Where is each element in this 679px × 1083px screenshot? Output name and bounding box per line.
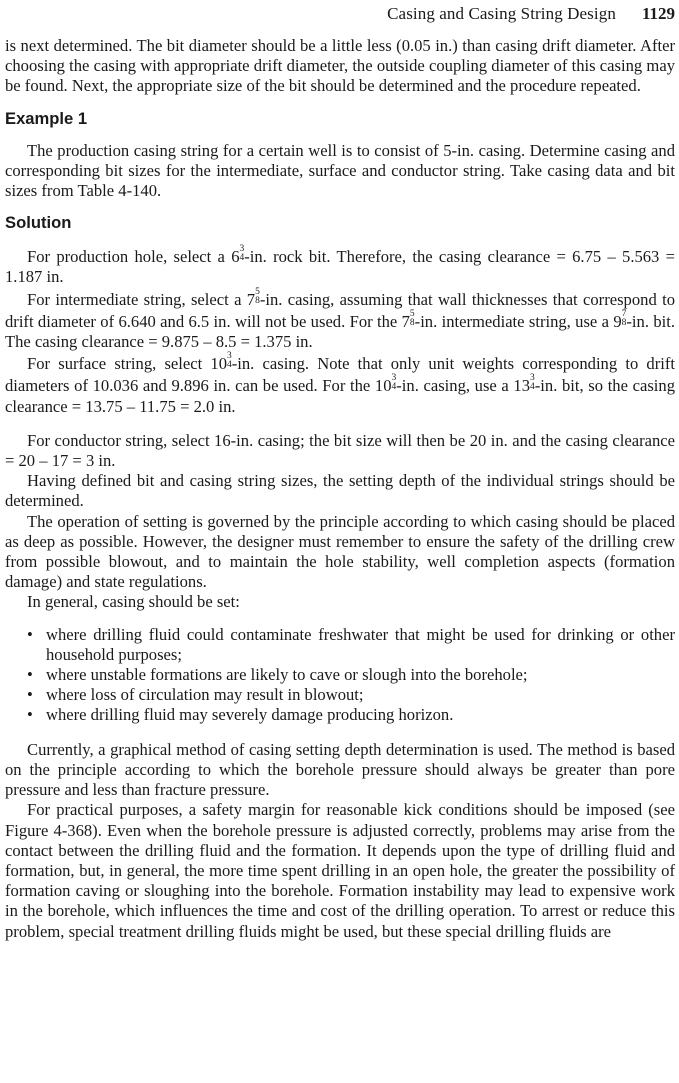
list-item-text: where drilling fluid may severely damage producing horizon. — [46, 705, 454, 725]
fraction-numerator: 3 — [391, 373, 397, 384]
text-run: -in. casing. Note that only unit weights corresponding to drift diameters of 10.036 and 9.896 in. can be used. For the 10 — [5, 354, 675, 396]
fraction-denominator: 4 — [239, 253, 245, 264]
running-header — [0, 3, 675, 25]
fraction-denominator: 8 — [621, 317, 627, 328]
fraction-numerator: 7 — [621, 308, 627, 319]
solution-surface-paragraph — [5, 352, 675, 417]
running-title: Casing and Casing String Design — [387, 4, 616, 23]
fraction-denominator: 4 — [391, 382, 397, 393]
solution-intermediate-paragraph — [5, 288, 675, 353]
text-run: -in. intermediate string, use a 9 — [414, 311, 622, 331]
example-heading: Example 1 — [5, 108, 88, 128]
text-run: For production hole, select a 6 — [27, 247, 240, 267]
fraction-denominator: 4 — [227, 360, 232, 371]
setting-principle-paragraph: The operation of setting is governed by the principle according to which casing should be placed as deep as possible. However, the designer must remember to ensure the safety of the drilling crew from possible blowout, and to maintain the hole stability, well completion aspects (formation damage) and state regulations. — [5, 511, 675, 592]
bullet: • — [27, 624, 33, 644]
list-item — [5, 685, 675, 705]
list-item — [5, 705, 675, 725]
solution-production-paragraph — [5, 245, 675, 287]
bullet: • — [27, 665, 33, 685]
fraction-numerator: 3 — [530, 373, 535, 384]
fraction-denominator: 8 — [409, 317, 415, 328]
list-item — [5, 665, 675, 685]
intro-paragraph: is next determined. The bit diameter should be a little less (0.05 in.) than casing drift diameter. After choosing the casing with appropriate drift diameter, the outside coupling diameter of this casing may be found. Next, the appropriate size of the bit should be determined and the procedure repeated. — [5, 36, 675, 96]
graphical-method-paragraph: Currently, a graphical method of casing setting depth determination is used. The method is based on the principle according to which the borehole pressure should always be greater than pore pressure and less than fracture pressure. — [5, 739, 675, 800]
casing-set-list — [5, 625, 675, 726]
solution-heading: Solution — [5, 213, 72, 233]
setting-depth-paragraph: Having defined bit and casing string sizes, the setting depth of the individual strings should be determined. — [5, 471, 675, 511]
page-number: 1129 — [641, 4, 675, 23]
example-text: The production casing string for a certain well is to consist of 5-in. casing. Determine casing and corresponding bit sizes for the intermediate, surface and conductor string. Take casing data and bit sizes from Table 4-140. — [5, 140, 675, 201]
list-item-text: where drilling fluid could contaminate freshwater that might be used for drinking or other household purposes; — [46, 624, 675, 664]
text-run: -in. rock bit. Therefore, the casing clearance = 6.75 – 5.563 = 1.187 in. — [5, 247, 675, 287]
fraction-numerator: 5 — [409, 308, 415, 319]
text-run: For surface string, select 10 — [27, 354, 227, 374]
page-body — [5, 36, 675, 942]
list-item-text: where loss of circulation may result in blowout; — [46, 685, 364, 705]
fraction-numerator: 5 — [255, 286, 260, 297]
text-run: -in. casing, use a 13 — [396, 376, 531, 396]
list-item — [5, 625, 675, 665]
text-run: -in. bit, so the casing clearance = 13.75 – 11.75 = 2.0 in. — [5, 376, 676, 416]
casing-set-intro: In general, casing should be set: — [27, 592, 240, 612]
fraction-denominator: 8 — [255, 295, 260, 306]
fraction-numerator: 3 — [227, 351, 232, 362]
text-run: -in. casing, assuming that wall thicknesses that correspond to drift diameter of 6.640 and 6.5 in. will not be used. For the 7 — [5, 289, 675, 331]
fraction-denominator: 4 — [530, 382, 535, 393]
solution-conductor-paragraph: For conductor string, select 16-in. casing; the bit size will then be 20 in. and the casing clearance = 20 – 17 = 3 in. — [5, 430, 675, 471]
fraction-numerator: 3 — [239, 244, 245, 255]
safety-margin-paragraph: For practical purposes, a safety margin for reasonable kick conditions should be imposed (see Figure 4-368). Even when the borehole pressure is adjusted correctly, problems may arise from the contact between the drilling fluid and the formation. It depends upon the type of drilling fluid and formation, but, in general, the more time spent drilling in an open hole, the greater the possibility of formation caving or sloughing into the borehole. Formation instability may lead to expensive work in the borehole, which influences the time and cost of the drilling operation. To arrest or reduce this problem, special treatment drilling fluids might be used, but these special drilling fluids are — [5, 800, 675, 941]
bullet: • — [27, 705, 33, 725]
text-run: -in. bit. The casing clearance = 9.875 – 8.5 = 1.375 in. — [5, 311, 676, 352]
bullet: • — [27, 685, 33, 705]
list-item-text: where unstable formations are likely to cave or slough into the borehole; — [46, 665, 528, 685]
text-run: For intermediate string, select a 7 — [27, 289, 256, 309]
